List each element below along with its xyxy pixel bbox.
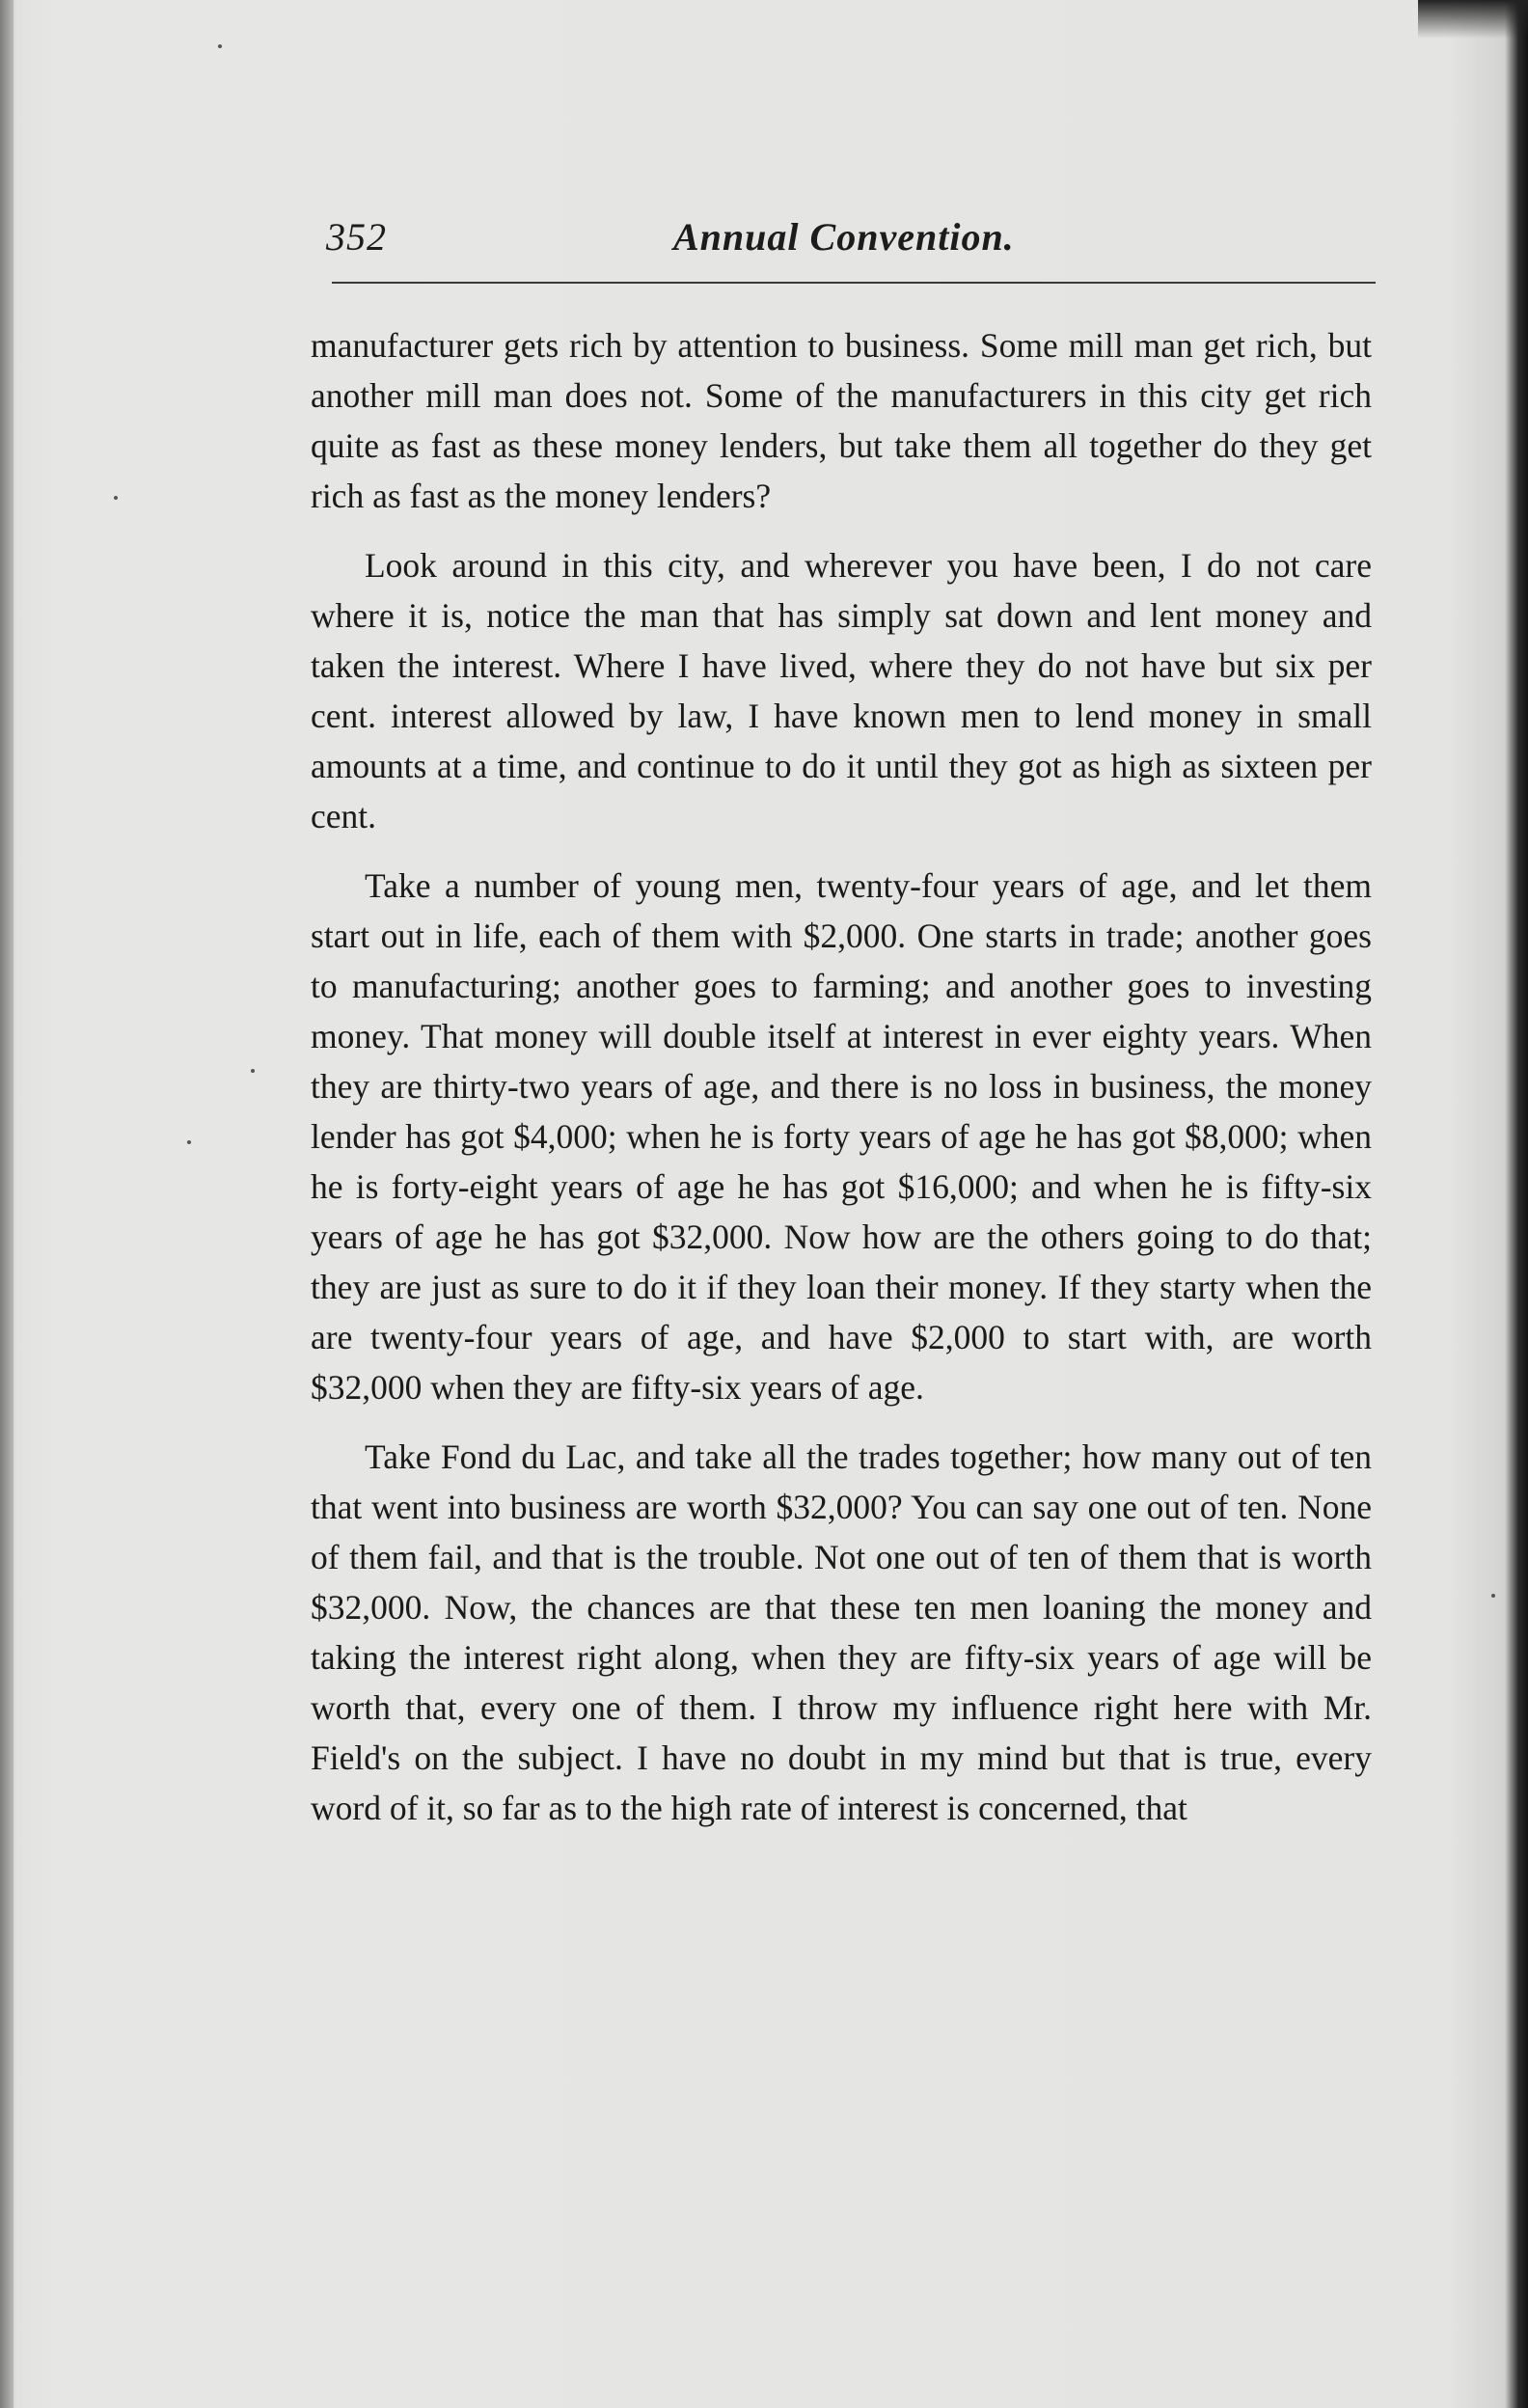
paragraph-1: manufacturer gets rich by attention to business. Some mill man get rich, but another mill man does not. Some of the manufacturers in this city get rich quite as fast as these money lenders, but take them all together do they get rich as fast as the money lenders? [311,326,1372,515]
page-number: 352 [326,215,387,259]
paragraph-2: Look around in this city, and wherever you have been, I do not care where it is, notice the man that has simply sat down and lent money and taken the interest. Where I have lived, where they do not have but six per cent. interest allowed by law, I have known men to lend money in small amounts at a time, and continue to do it until they got as high as sixteen per cent. [311,546,1372,835]
page-header [326,214,1378,272]
scan-speck [187,1140,191,1144]
page-binding-edge [0,0,14,2408]
scan-speck [1491,1594,1495,1598]
header-rule [332,282,1376,284]
paragraph-3: Take a number of young men, twenty-four years of age, and let them start out in life, each of them with $2,000. One starts in trade; another goes to manufacturing; another goes to farming; and another goes to investing money. That money will double itself at interest in ever eighty years. When they are thirty-two years of age, and there is no loss in business, the money lender has got $4,000; when he is forty years of age he has got $8,000; when he is forty-eight years of age he has got $16,000; and when he is fifty-six years of age he has got $32,000. Now how are the others going to do that; they are just as sure to do it if they loan their money. If they starty when the are twenty-four years of age, and have $2,000 to start with, are worth $32,000 when they are fifty-six years of age. [311,866,1372,1407]
body-text [311,320,1372,1852]
scan-speck [251,1069,255,1073]
running-head: Annual Convention. [673,215,1015,259]
scan-speck [114,496,118,500]
scan-shadow [1418,0,1528,39]
scan-speck [218,44,222,48]
paragraph-4: Take Fond du Lac, and take all the trades together; how many out of ten that went into business are worth $32,000? You can say one out of ten. None of them fail, and that is the trouble. Not one out of ten of them that is worth $32,000. Now, the chances are that these ten men loaning the money and taking the interest right along, when they are fifty-six years of age will be worth that, every one of them. I throw my influence right here with Mr. Field's on the subject. I have no doubt in my mind but that is true, every word of it, so far as to the high rate of interest is concerned, that [311,1437,1372,1827]
